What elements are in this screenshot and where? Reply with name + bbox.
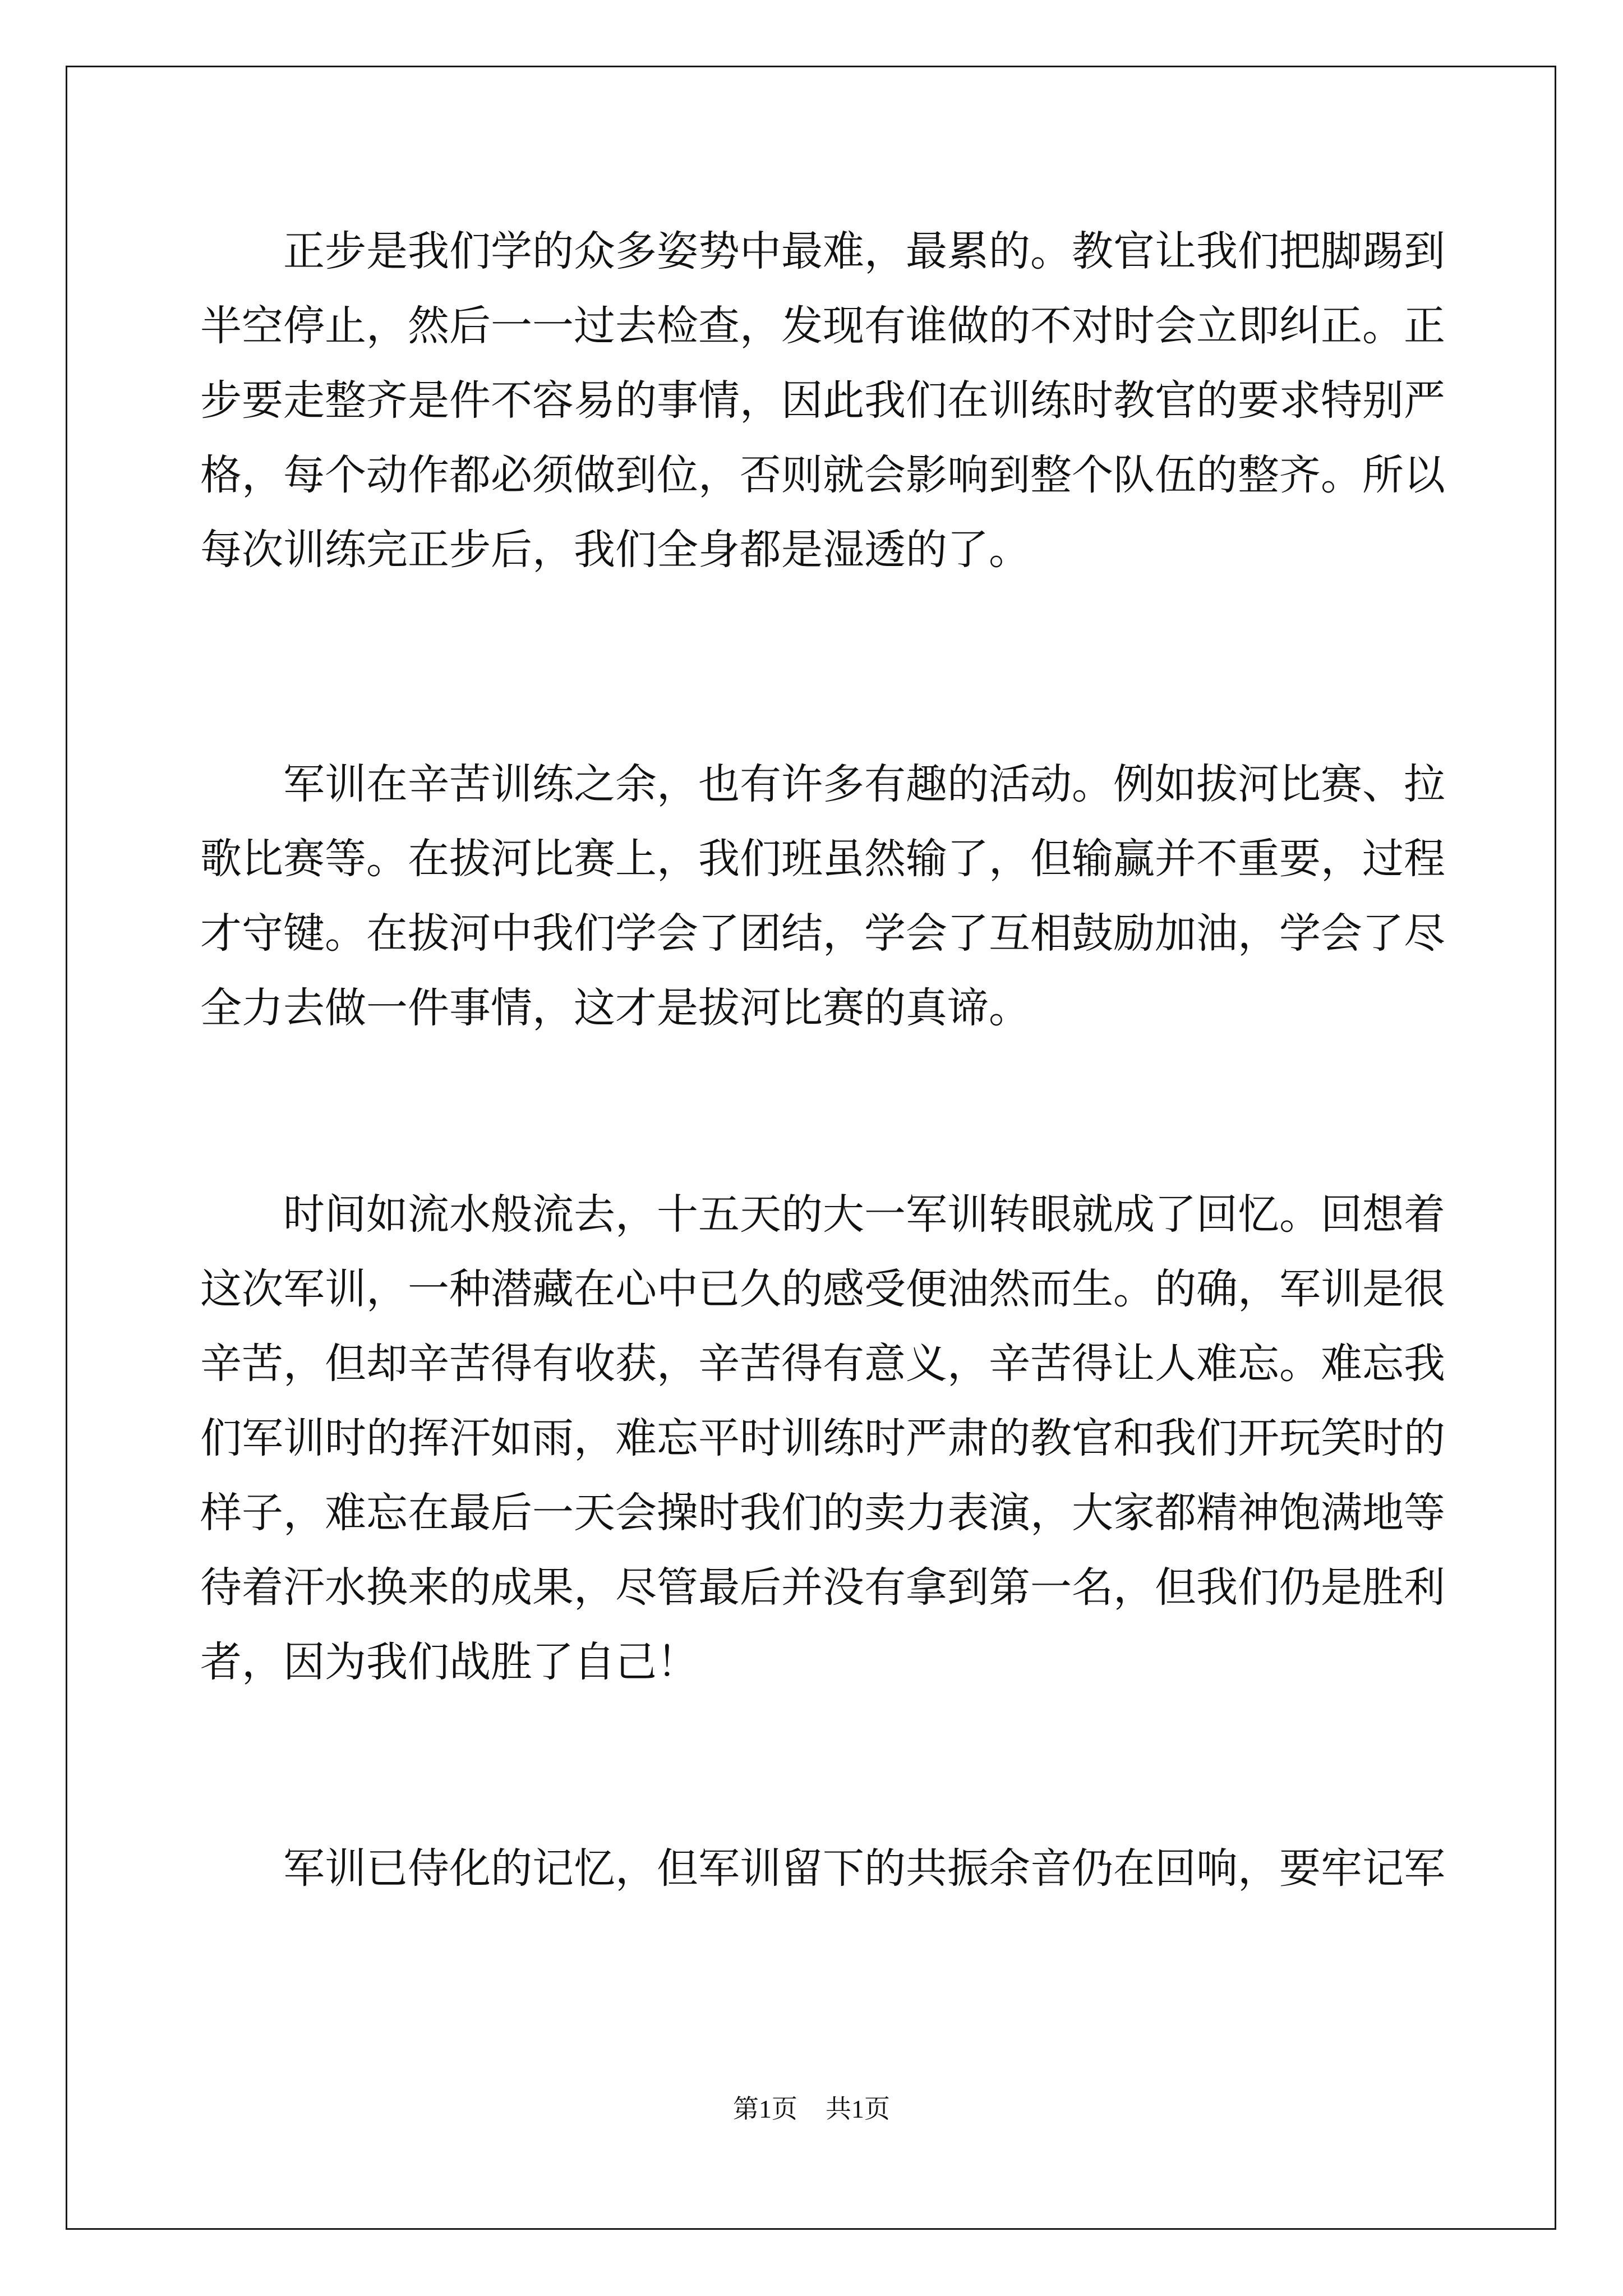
paragraph-1-line-5: 每次训练完正步后，我们全身都是湿透的了。 xyxy=(200,526,1030,574)
page-number: 第1页 xyxy=(733,2095,797,2123)
paragraph-3-line-4: 们军训时的挥汗如雨，难忘平时训练时严肃的教官和我们开玩笑时的 xyxy=(200,1414,1445,1462)
paragraph-3-line-5: 样子，难忘在最后一天会操时我们的卖力表演，大家都精神饱满地等 xyxy=(200,1489,1445,1537)
paragraph-2-line-1: 军训在辛苦训练之余，也有许多有趣的活动。例如拔河比赛、拉 xyxy=(283,760,1445,808)
paragraph-3-line-6: 待着汗水换来的成果，尽管最后并没有拿到第一名，但我们仍是胜利 xyxy=(200,1563,1445,1612)
paragraph-1-line-1: 正步是我们学的众多姿势中最难，最累的。教官让我们把脚踢到 xyxy=(283,227,1445,275)
paragraph-2-line-2: 歌比赛等。在拔河比赛上，我们班虽然输了，但输赢并不重要，过程 xyxy=(200,835,1445,883)
paragraph-3-line-7: 者，因为我们战胜了自己！ xyxy=(200,1638,698,1686)
paragraph-2-line-3: 才守键。在拔河中我们学会了团结，学会了互相鼓励加油，学会了尽 xyxy=(200,909,1445,958)
page-footer xyxy=(0,2092,1623,2126)
paragraph-4-line-1: 军训已侍化的记忆，但军训留下的共振余音仍在回响，要牢记军 xyxy=(283,1844,1445,1893)
paragraph-1-line-2: 半空停止，然后一一过去检查，发现有谁做的不对时会立即纠正。正 xyxy=(200,302,1445,350)
paragraph-3-line-2: 这次军训，一种潜藏在心中已久的感受便油然而生。的确，军训是很 xyxy=(200,1265,1445,1313)
paragraph-1-line-4: 格，每个动作都必须做到位，否则就会影响到整个队伍的整齐。所以 xyxy=(200,451,1445,499)
paragraph-3-line-1: 时间如流水般流去，十五天的大一军训转眼就成了回忆。回想着 xyxy=(283,1190,1445,1239)
paragraph-1-line-3: 步要走整齐是件不容易的事情，因此我们在训练时教官的要求特别严 xyxy=(200,376,1445,425)
page-total: 共1页 xyxy=(826,2095,890,2123)
paragraph-3-line-3: 辛苦，但却辛苦得有收获，辛苦得有意义，辛苦得让人难忘。难忘我 xyxy=(200,1340,1445,1388)
paragraph-2-line-4: 全力去做一件事情，这才是拔河比赛的真谛。 xyxy=(200,984,1030,1032)
